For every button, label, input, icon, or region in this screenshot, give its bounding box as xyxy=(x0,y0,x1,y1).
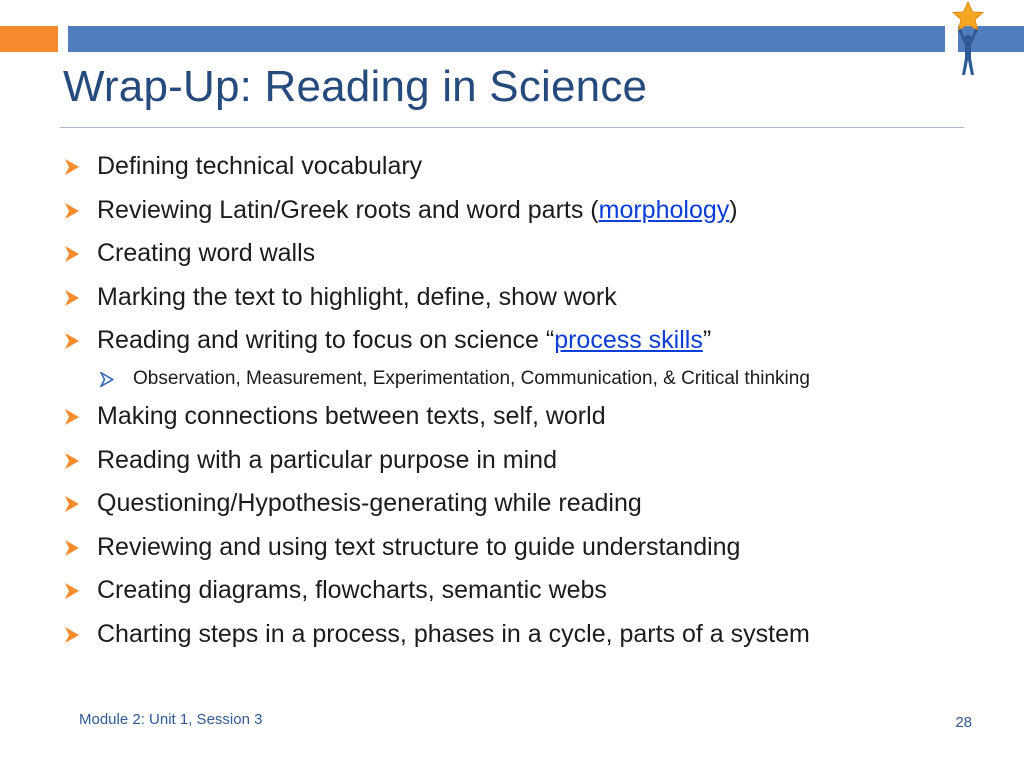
bullet-text: Creating diagrams, flowcharts, semantic webs xyxy=(97,576,607,605)
arrow-bullet-icon xyxy=(100,360,133,387)
header-blue-bar xyxy=(68,26,945,52)
bullet-text xyxy=(97,194,738,226)
bullet-text: Creating word walls xyxy=(97,239,316,268)
arrow-bullet-icon xyxy=(64,237,97,263)
title-divider xyxy=(60,127,964,128)
list-item xyxy=(64,194,964,226)
list-item xyxy=(64,400,964,432)
list-item xyxy=(64,281,964,313)
list-item xyxy=(64,237,964,269)
arrow-bullet-icon xyxy=(64,281,97,307)
list-item xyxy=(64,531,964,563)
bullet-text-after: ) xyxy=(729,195,738,224)
list-item xyxy=(64,487,964,519)
bullet-text xyxy=(97,324,711,356)
list-item xyxy=(64,324,964,356)
arrow-bullet-icon xyxy=(64,531,97,557)
list-item xyxy=(64,618,964,650)
page-number: 28 xyxy=(955,714,972,731)
arrow-bullet-icon xyxy=(64,324,97,350)
list-item xyxy=(64,574,964,606)
sub-list-item xyxy=(64,360,964,398)
list-item xyxy=(64,444,964,476)
bullet-text-after: ” xyxy=(702,326,712,355)
list-item xyxy=(64,150,964,182)
sub-bullet-text: Observation, Measurement, Experimentation, Communication, & Critical thinking xyxy=(133,367,810,389)
arrow-bullet-icon xyxy=(64,618,97,644)
bullet-text: Charting steps in a process, phases in a cycle, parts of a system xyxy=(97,619,810,648)
arrow-bullet-icon xyxy=(64,574,97,600)
morphology-link[interactable]: morphology xyxy=(598,195,730,224)
process-skills-link[interactable]: process skills xyxy=(554,326,703,355)
header-orange-bar xyxy=(0,26,58,52)
arrow-bullet-icon xyxy=(64,444,97,470)
bullet-list xyxy=(64,150,964,662)
arrow-bullet-icon xyxy=(64,150,97,176)
bullet-text: Defining technical vocabulary xyxy=(97,152,423,180)
slide-title: Wrap-Up: Reading in Science xyxy=(63,62,648,111)
bullet-text: Reviewing and using text structure to guide understanding xyxy=(97,532,741,561)
arrow-bullet-icon xyxy=(64,400,97,426)
footer-module-label: Module 2: Unit 1, Session 3 xyxy=(79,711,263,728)
bullet-text: Marking the text to highlight, define, show work xyxy=(97,282,617,311)
bullet-text: Questioning/Hypothesis-generating while reading xyxy=(97,489,642,518)
arrow-bullet-icon xyxy=(64,487,97,513)
arrow-bullet-icon xyxy=(64,194,97,220)
bullet-text: Making connections between texts, self, world xyxy=(97,401,606,430)
bullet-text-before: Reviewing Latin/Greek roots and word parts ( xyxy=(97,195,599,224)
star-figure-logo-icon xyxy=(944,0,994,80)
bullet-text-before: Reading and writing to focus on science “ xyxy=(97,326,555,355)
bullet-text: Reading with a particular purpose in mind xyxy=(97,445,557,474)
